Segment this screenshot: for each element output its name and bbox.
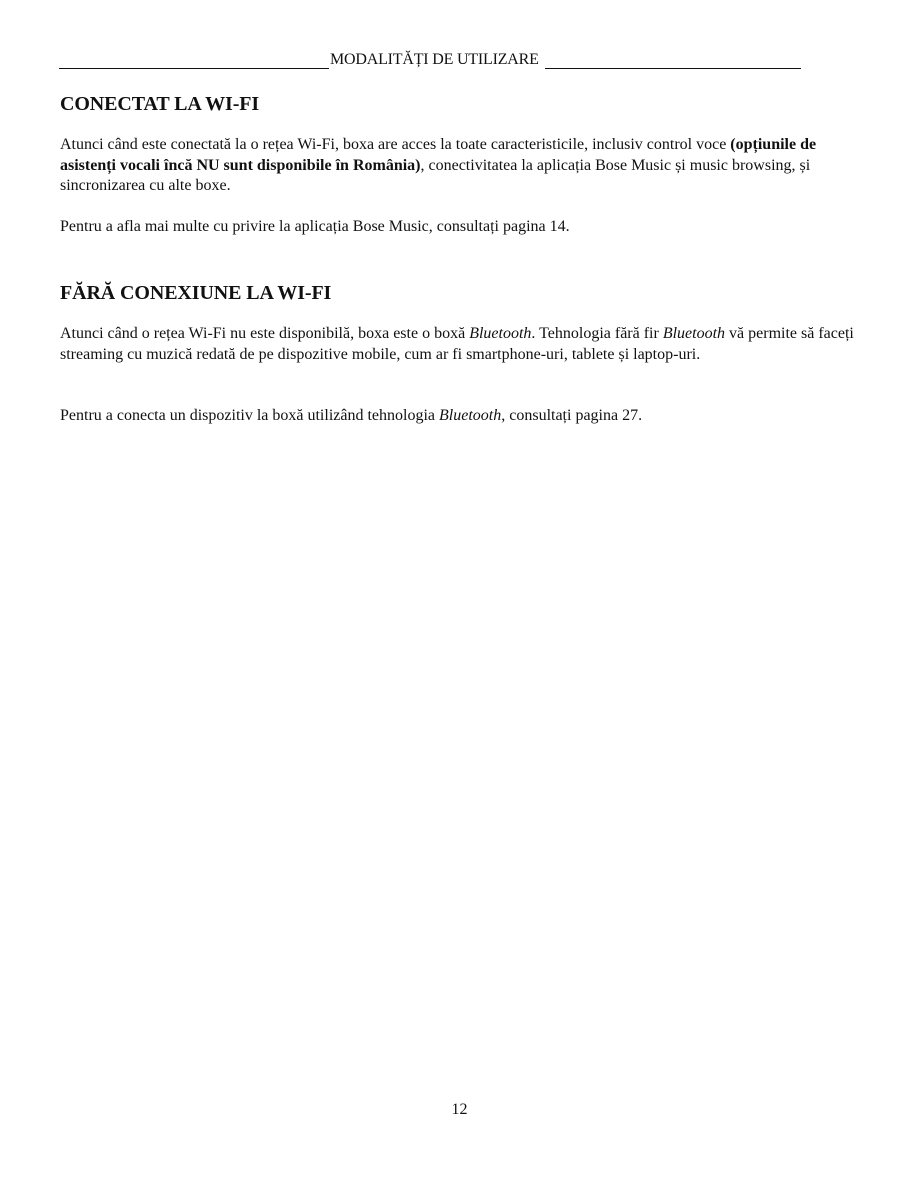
text-span: Atunci când este conectată la o rețea Wi-Fi, boxa are acces la toate caracteristicile, inclusiv control voce	[60, 136, 731, 153]
text-span: vă permite să faceți streaming cu muzică redată de pe dispozitive mobile, cum ar fi smartphone-uri, tablete și laptop-uri.	[60, 325, 854, 363]
section-heading-wifi-connected: CONECTAT LA WI-FI	[60, 93, 260, 115]
header-title: MODALITĂȚI DE UTILIZARE	[330, 51, 539, 68]
text-span: . Tehnologia fără fir	[531, 325, 663, 342]
text-span: , conectivitatea la aplicația Bose Music și music browsing, și sincronizarea cu alte boxe.	[60, 156, 811, 194]
page-number: 12	[451, 1101, 468, 1118]
italic-bluetooth: Bluetooth	[662, 325, 726, 342]
text-span: Pentru a conecta un dispozitiv la boxă utilizând tehnologia	[60, 407, 440, 424]
section-heading-no-wifi: FĂRĂ CONEXIUNE LA WI-FI	[60, 282, 332, 304]
italic-bluetooth: Bluetooth	[439, 407, 502, 424]
header-rule-right	[545, 50, 801, 69]
paragraph-bluetooth-mode	[60, 324, 860, 365]
paragraph-wifi-features	[60, 135, 860, 197]
paragraph-bluetooth-reference	[60, 406, 860, 427]
paragraph-bose-music-reference: Pentru a afla mai multe cu privire la aplicația Bose Music, consultați pagina 14.	[60, 218, 570, 235]
italic-bluetooth: Bluetooth	[469, 325, 532, 342]
text-span: , consultați pagina 27.	[501, 407, 643, 424]
bold-note-voice-assistants: (opțiunile de asistenți vocali încă NU sunt disponibile în România)	[60, 136, 817, 174]
text-span: Atunci când o rețea Wi-Fi nu este disponibilă, boxa este o boxă	[60, 325, 470, 342]
running-header	[59, 47, 801, 69]
header-rule-left	[59, 50, 329, 69]
